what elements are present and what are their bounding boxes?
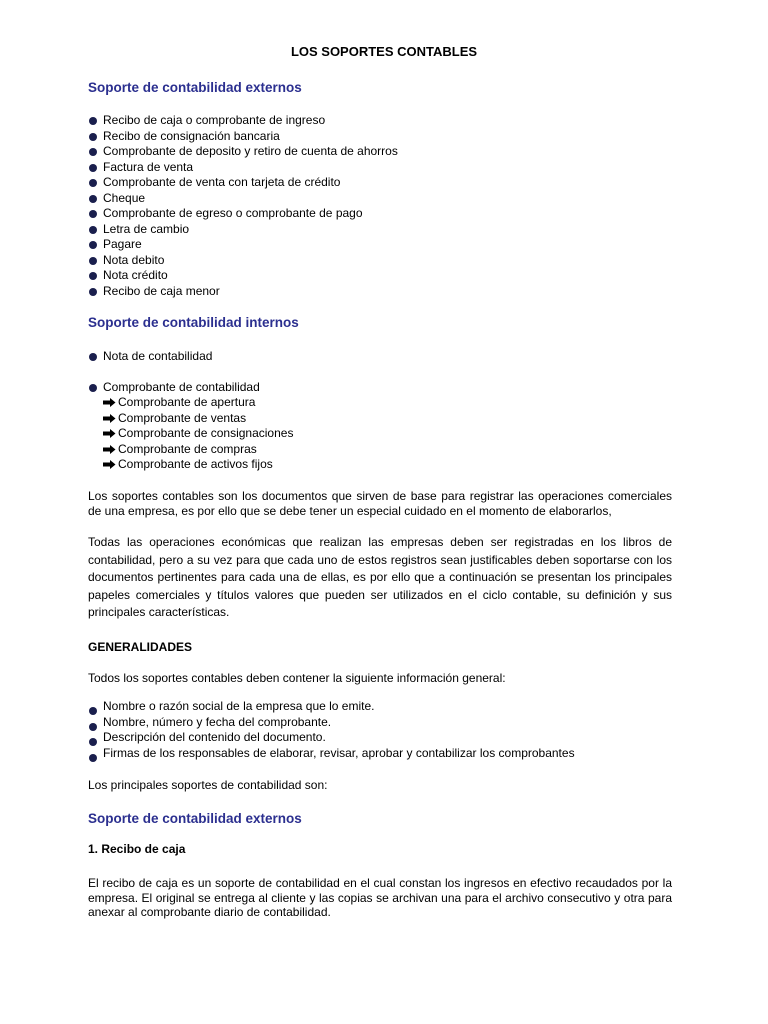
list-item — [88, 129, 398, 145]
list-item — [88, 699, 575, 715]
bullet-icon — [89, 272, 97, 280]
list-item — [88, 746, 575, 762]
sublist-item — [88, 395, 293, 411]
list-item — [88, 160, 398, 176]
sublist-item-label: Comprobante de ventas — [118, 410, 247, 425]
arrow-right-icon — [103, 460, 116, 469]
list-item-label: Comprobante de venta con tarjeta de crédito — [103, 175, 341, 189]
generalidades-heading: GENERALIDADES — [88, 640, 193, 654]
list-item-label: Comprobante de egreso o comprobante de pago — [103, 206, 363, 220]
list-item — [88, 206, 398, 222]
external-supports-heading: Soporte de contabilidad externos — [88, 80, 302, 95]
bullet-icon — [89, 226, 97, 234]
list-item — [88, 113, 398, 129]
list-item — [88, 191, 398, 207]
general-intro-text: Todos los soportes contables deben contener la siguiente información general: — [88, 671, 506, 685]
principales-text: Los principales soportes de contabilidad son: — [88, 778, 328, 792]
list-item-label: Firmas de los responsables de elaborar, revisar, aprobar y contabilizar los comprobantes — [103, 745, 575, 760]
list-item — [88, 284, 398, 300]
list-item-label: Nombre, número y fecha del comprobante. — [103, 714, 332, 729]
sublist-item-label: Comprobante de compras — [118, 441, 257, 456]
bullet-icon — [89, 133, 97, 141]
arrow-right-icon — [103, 414, 116, 423]
list-item-label: Nota debito — [103, 252, 165, 267]
arrow-right-icon — [103, 398, 116, 407]
list-item-label: Pagare — [103, 237, 142, 251]
page-title: LOS SOPORTES CONTABLES — [290, 44, 478, 59]
list-item — [88, 175, 398, 191]
sublist-item — [88, 411, 293, 427]
sublist-item — [88, 457, 293, 473]
general-info-list — [88, 699, 575, 761]
list-item — [88, 715, 575, 731]
list-item — [88, 237, 398, 253]
voucher-sublist — [88, 395, 293, 473]
list-item-label: Recibo de consignación bancaria — [103, 128, 280, 143]
internal-voucher-list — [88, 380, 260, 396]
arrow-right-icon — [103, 445, 116, 454]
external-supports-list — [88, 113, 398, 299]
list-item — [88, 268, 398, 284]
sublist-item — [88, 442, 293, 458]
bullet-icon — [89, 117, 97, 125]
list-item-label: Nota de contabilidad — [103, 349, 213, 363]
list-item — [88, 222, 398, 238]
bullet-icon — [89, 257, 97, 265]
list-item-label: Recibo de caja o comprobante de ingreso — [103, 113, 326, 127]
list-item — [88, 349, 212, 365]
bullet-icon — [89, 353, 97, 361]
bullet-icon — [89, 179, 97, 187]
bullet-icon — [89, 195, 97, 203]
bullet-icon — [89, 754, 97, 762]
list-item-label: Descripción del contenido del documento. — [103, 730, 326, 744]
list-item-label: Recibo de caja menor — [103, 283, 220, 298]
list-item — [88, 144, 398, 160]
list-item-label: Nombre o razón social de la empresa que lo emite. — [103, 699, 375, 713]
internal-supports-heading: Soporte de contabilidad internos — [88, 315, 299, 330]
internal-note-list — [88, 349, 212, 365]
bullet-icon — [89, 164, 97, 172]
bullet-icon — [89, 241, 97, 249]
list-item — [88, 380, 260, 396]
list-item-label: Comprobante de contabilidad — [103, 380, 260, 394]
recibo-paragraph: El recibo de caja es un soporte de contabilidad en el cual constan los ingresos en efectivo recaudados por la empresa. El original se entrega al cliente y las copias se archivan una para el archivo consecutivo y otra para anexar al comprobante diario de contabilidad. — [88, 876, 672, 919]
bullet-icon — [89, 210, 97, 218]
sublist-item-label: Comprobante de consignaciones — [118, 426, 294, 440]
list-item-label: Cheque — [103, 190, 146, 205]
list-item-label: Nota crédito — [103, 268, 168, 282]
bullet-icon — [89, 288, 97, 296]
arrow-right-icon — [103, 429, 116, 438]
list-item — [88, 730, 575, 746]
sublist-item — [88, 426, 293, 442]
bullet-icon — [89, 384, 97, 392]
intro-paragraph: Los soportes contables son los documentos que sirven de base para registrar las operaciones comerciales de una empresa, es por ello que se debe tener un especial cuidado en el momento de elaborarlos, — [88, 489, 672, 518]
sublist-item-label: Comprobante de apertura — [118, 395, 256, 409]
sublist-item-label: Comprobante de activos fijos — [118, 457, 273, 471]
recibo-heading: 1. Recibo de caja — [88, 842, 186, 856]
list-item-label: Letra de cambio — [103, 221, 190, 236]
list-item-label: Factura de venta — [103, 159, 194, 174]
external-supports-heading-2: Soporte de contabilidad externos — [88, 811, 302, 826]
list-item — [88, 253, 398, 269]
list-item-label: Comprobante de deposito y retiro de cuenta de ahorros — [103, 144, 398, 158]
bullet-icon — [89, 148, 97, 156]
operations-paragraph: Todas las operaciones económicas que realizan las empresas deben ser registradas en los libros de contabilidad, pero a su vez para que cada uno de estos registros sean justificables deben soportarse con los documentos pertinentes para cada una de ellas, es por ello que a continuación se presentan los principales papeles comerciales y títulos valores que pueden ser utilizados en el ciclo contable, su definición y sus principales características. — [88, 535, 672, 620]
